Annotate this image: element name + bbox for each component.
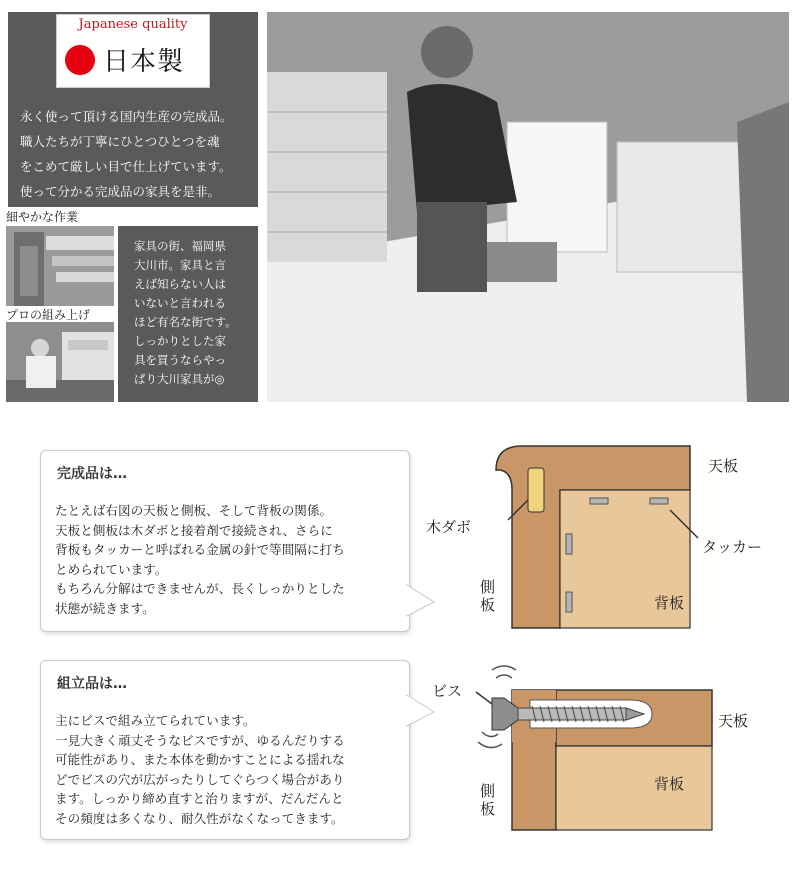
assembled-product-text: 主にビスで組み立てられています。 一見大きく頑丈そうなビスですが、ゆるんだりする 可能性があり、また本体を動かすことによる揺れな どでビスの穴が広がったりしてぐらつく場合があり ます。しっかり締め直すと治りますが、だんだんと その頻度は多くなり、耐久性がなくなってきます。: [55, 713, 345, 826]
diagram2-screw-label: ビス: [432, 682, 463, 700]
diagram1-back-board-label: 背板: [654, 594, 685, 612]
detail-work-photo: [6, 226, 114, 306]
finished-product-text: たとえば右図の天板と側板、そして背板の関係。 天板と側板は木ダボと接着剤で接続され、さらに 背板もタッカーと呼ばれる金属の針で等間隔に打ち とめられています。 もちろん分解はできませんが、長くしっかりとした 状態が続きます。: [55, 503, 345, 616]
diagram1-dowel-label: 木ダボ: [426, 518, 472, 536]
diagram1-top-board-label: 天板: [708, 457, 739, 475]
finished-product-title: 完成品は…: [57, 466, 127, 482]
assembled-product-title: 組立品は…: [57, 676, 127, 692]
diagram2-back-board-label: 背板: [654, 775, 685, 793]
assembled-joint-diagram: [420, 660, 790, 840]
badge-subtitle: Japanese quality: [78, 17, 188, 32]
diagram2-top-board-label: 天板: [718, 712, 749, 730]
craftsman-workshop-photo: [267, 12, 789, 402]
diagram2-side-board-label: 側板: [480, 782, 496, 818]
japan-quality-badge: [56, 14, 210, 88]
diagram1-side-board-label: 側板: [480, 578, 496, 614]
japan-flag-icon: [65, 45, 95, 75]
dowel-icon: [528, 468, 544, 512]
okawa-info-text: 家具の街、福岡県 大川市。家具と言 えば知らない人は いないと言われる ほど有名な街です。 しっかりとした家 具を買うならやっ ぱり大川家具が◎: [134, 239, 237, 386]
thumb-caption-detail-work: 細やかな作業: [6, 210, 79, 224]
intro-text: 永く使って頂ける国内生産の完成品。 職人たちが丁寧にひとつひとつを魂 をこめて厳しい目で仕上げています。 使って分かる完成品の家具を是非。: [20, 109, 233, 199]
thumb-caption-pro-assembly: プロの組み上げ: [6, 308, 91, 322]
diagram1-tacker-label: タッカー: [702, 538, 763, 556]
badge-title: 日本製: [103, 47, 185, 77]
assembled-product-bubble: [40, 660, 410, 840]
pro-assembly-photo: [6, 322, 114, 402]
finished-product-bubble: [40, 450, 410, 632]
